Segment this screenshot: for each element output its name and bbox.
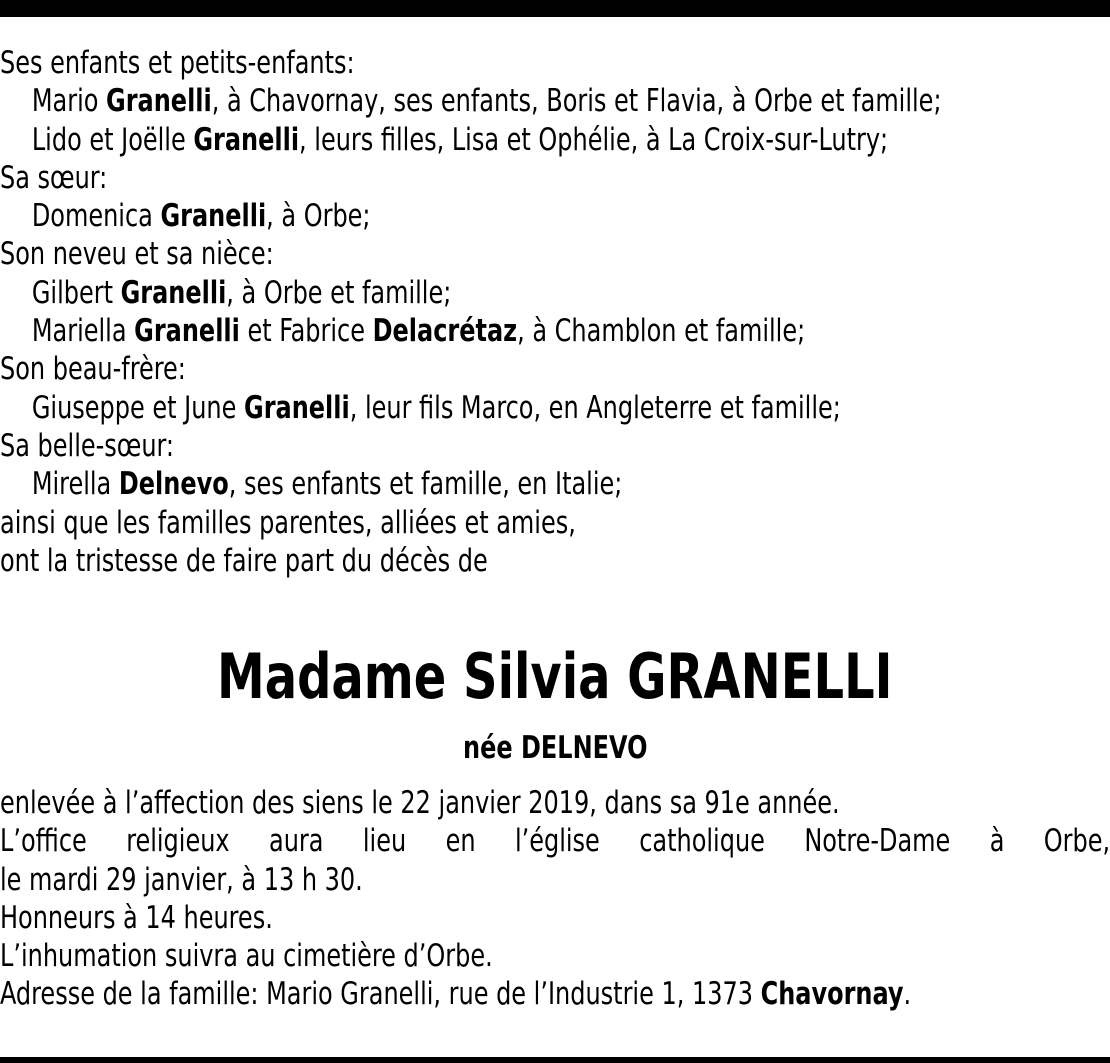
nephew-heading: Son neveu et sa nièce: [0, 236, 274, 273]
sister-in-law-heading: Sa belle-sœur: [0, 427, 175, 464]
relative-entry: Mirella Delnevo, ses enfants et famille, en Italie; [31, 466, 623, 503]
birth-name: née DELNEVO [462, 730, 648, 766]
service-word: Notre-Dame [804, 823, 951, 860]
family-address: Adresse de la famille: Mario Granelli, rue de l’Industrie 1, 1373 Chavornay. [0, 976, 912, 1013]
surname: Granelli [160, 198, 267, 235]
relatives-list [0, 44, 955, 580]
surname: Granelli [134, 313, 240, 350]
service-word: lieu [362, 823, 407, 860]
service-line [0, 822, 1110, 860]
relative-entry: Domenica Granelli, à Orbe; [31, 198, 371, 235]
brother-in-law-heading: Son beau-frère: [0, 351, 186, 388]
relative-entry: Mario Granelli, à Chavornay, ses enfants, Boris et Flavia, à Orbe et famille; [31, 83, 942, 120]
surname: Delacrétaz [372, 313, 518, 350]
address-town: Chavornay [760, 976, 904, 1013]
surname: Granelli [120, 274, 227, 311]
relative-entry: Lido et Joëlle Granelli, leurs filles, Lisa et Ophélie, à La Croix-sur-Lutry; [31, 121, 889, 158]
children-heading: Ses enfants et petits-enfants: [0, 45, 355, 81]
surname: Granelli [244, 389, 350, 426]
service-word: religieux [126, 823, 230, 860]
relative-entry: Gilbert Granelli, à Orbe et famille; [31, 274, 452, 311]
honours-line: Honneurs à 14 heures. [0, 899, 273, 936]
death-line: enlevée à l’affection des siens le 22 janvier 2019, dans sa 91e année. [0, 785, 840, 821]
top-rule [0, 0, 1110, 17]
service-date: le mardi 29 janvier, à 13 h 30. [0, 861, 363, 898]
burial-line: L’inhumation suivra au cimetière d’Orbe. [0, 938, 493, 975]
surname: Delnevo [118, 466, 229, 503]
bottom-rule [0, 1057, 1110, 1063]
service-word: L’office [0, 823, 87, 860]
relative-entry: Giuseppe et June Granelli, leur fils Marco, en Angleterre et famille; [31, 389, 841, 426]
announcement-line: ont la tristesse de faire part du décès de [0, 542, 488, 579]
sister-heading: Sa sœur: [0, 159, 108, 196]
families-line: ainsi que les familles parentes, alliées et amies, [0, 504, 576, 541]
service-word: l’église [514, 823, 600, 860]
deceased-name: Madame Silvia GRANELLI [217, 640, 893, 713]
relative-entry: Mariella Granelli et Fabrice Delacrétaz, à Chamblon et famille; [31, 313, 806, 350]
service-word: en [445, 823, 476, 860]
service-word: catholique [639, 823, 765, 860]
surname: Granelli [106, 83, 212, 120]
service-word: Orbe, [1043, 823, 1110, 860]
service-word: à [989, 823, 1005, 860]
service-word: aura [269, 823, 324, 860]
surname: Granelli [193, 121, 300, 158]
funeral-details [0, 784, 1110, 1014]
